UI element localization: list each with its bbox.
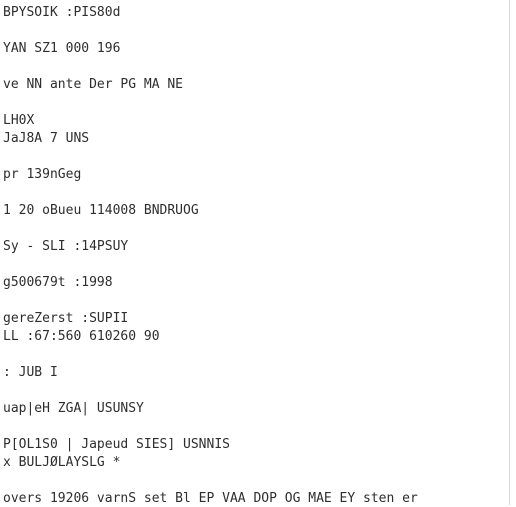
- vertical-scrollbar[interactable]: [509, 0, 516, 505]
- text-line: : JUB I: [3, 365, 58, 380]
- text-line: LH0X: [3, 113, 35, 128]
- text-line: g500679t :1998: [3, 275, 113, 290]
- text-line: uap|eH ZGA| USUNSY: [3, 401, 144, 416]
- text-line: pr 139nGeg: [3, 167, 82, 182]
- text-line: JaJ8A 7 UNS: [3, 131, 90, 146]
- text-line: x BULJØLAYSLG *: [3, 455, 121, 470]
- text-line: YAN SZ1 000 196: [3, 41, 121, 56]
- text-line: LL :67:560 610260 90: [3, 329, 160, 344]
- text-line: Sy - SLI :14PSUY: [3, 239, 129, 254]
- text-line: P[OL1S0 | Japeud SIES] USNNIS: [3, 437, 230, 452]
- text-line: gereZerst :SUPII: [3, 311, 129, 326]
- text-line: overs 19206 varnS set Bl EP VAA DOP OG MAE EY sten er: [3, 491, 418, 506]
- text-line: BPYSOIK :PIS80d: [3, 5, 121, 20]
- text-line: 1 20 oBueu 114008 BNDRUOG: [3, 203, 199, 218]
- text-line: ve NN ante Der PG MA NE: [3, 77, 184, 92]
